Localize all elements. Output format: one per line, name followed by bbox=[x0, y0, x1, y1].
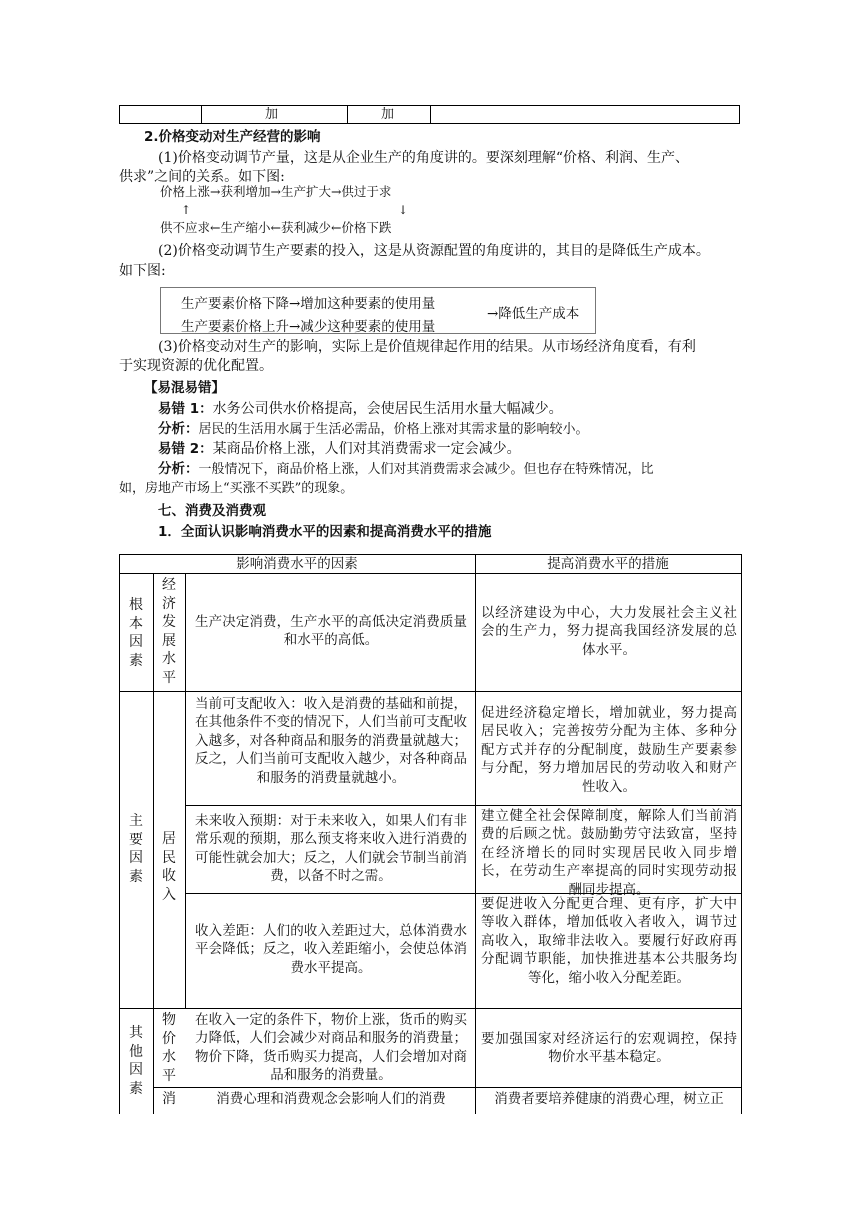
confusion-item bbox=[158, 440, 521, 458]
category-main: 主要因素 bbox=[129, 813, 143, 885]
diagram-result: →降低生产成本 bbox=[487, 306, 580, 322]
analysis-label: 分析： bbox=[158, 421, 199, 437]
table-line bbox=[119, 554, 120, 1114]
subcategory-consumption: 消 bbox=[162, 1091, 176, 1107]
table-cell: 加 bbox=[381, 107, 395, 122]
category-other: 其他因素 bbox=[129, 1025, 143, 1097]
top-table-fragment bbox=[119, 105, 740, 124]
confusion-item bbox=[158, 400, 563, 418]
table-line bbox=[153, 1087, 742, 1088]
factor-diagram-box bbox=[160, 287, 596, 334]
flow-bottom-row: 供不应求←生产缩小←获利减少←价格下跌 bbox=[160, 220, 392, 235]
table-divider bbox=[430, 106, 431, 123]
diagram-line: 生产要素价格上升→减少这种要素的使用量 bbox=[181, 319, 436, 335]
header-measures: 提高消费水平的措施 bbox=[547, 556, 669, 572]
analysis-item bbox=[158, 420, 589, 439]
section-heading: 七、消费及消费观 bbox=[158, 503, 266, 519]
flow-top-row: 价格上涨→获利增加→生产扩大→供过于求 bbox=[160, 184, 392, 199]
last-measure-text: 消费者要培养健康的消费心理，树立正 bbox=[494, 1091, 724, 1107]
future-factor-text: 未来收入预期：对于未来收入，如果人们有非常乐观的预期，那么预支将来收入进行消费的可能性就会加大；反之，人们就会节制当前消费，以备不时之需。 bbox=[195, 813, 467, 885]
root-measure-text: 以经济建设为中心，大力发展社会主义社会的生产力，努力提高我国经济发展的总体水平。 bbox=[481, 605, 737, 658]
consumption-table bbox=[119, 554, 742, 1114]
confusion-label: 易错 1： bbox=[158, 401, 213, 417]
subcategory-economy: 经济发展水平 bbox=[162, 577, 176, 686]
price-factor-text: 在收入一定的条件下，物价上涨，货币的购买力降低，人们会减少对商品和服务的消费量；物价下降，货币购买力提高，人们会增加对商品和服务的消费量。 bbox=[195, 1012, 467, 1084]
table-divider bbox=[201, 106, 202, 123]
last-factor-text: 消费心理和消费观念会影响人们的消费 bbox=[216, 1091, 446, 1107]
root-factor-text: 生产决定消费，生产水平的高低决定消费质量和水平的高低。 bbox=[195, 614, 467, 649]
category-root: 根本因素 bbox=[129, 597, 143, 669]
income-factor-text: 当前可支配收入：收入是消费的基础和前提，在其他条件不变的情况下，人们当前可支配收入越多，对各种商品和服务的消费量就越大；反之，人们当前可支配收入越少，对各种商品和服务的消费量就越小。 bbox=[195, 696, 467, 786]
analysis-label: 分析： bbox=[158, 461, 199, 477]
table-line bbox=[741, 554, 742, 1114]
table-line bbox=[119, 691, 742, 692]
analysis-text: 一般情况下，商品价格上涨，人们对其消费需求会减少。但也存在特殊情况，比 bbox=[198, 462, 654, 477]
table-line bbox=[185, 691, 186, 1008]
paragraph-line: 供求”之间的关系。如下图: bbox=[119, 169, 285, 185]
confusion-heading: 【易混易错】 bbox=[144, 380, 225, 396]
paragraph-line: (2)价格变动调节生产要素的投入，这是从资源配置的角度讲的，其目的是降低生产成本。 bbox=[158, 243, 710, 259]
paragraph-line: (3)价格变动对生产的影响，实际上是价值规律起作用的结果。从市场经济角度看，有利 bbox=[158, 339, 696, 355]
analysis-text: 居民的生活用水属于生活必需品，价格上涨对其需求量的影响较小。 bbox=[198, 422, 589, 437]
paragraph-line: 于实现资源的优化配置。 bbox=[119, 358, 273, 374]
subcategory-price: 物价水平 bbox=[162, 1012, 176, 1084]
header-factors: 影响消费水平的因素 bbox=[236, 556, 358, 572]
table-line bbox=[475, 554, 476, 1114]
table-line bbox=[153, 573, 154, 1114]
table-line bbox=[185, 805, 742, 806]
diagram-line: 生产要素价格下降→增加这种要素的使用量 bbox=[181, 296, 436, 312]
income-measure-text: 促进经济稳定增长，增加就业，努力提高居民收入；完善按劳分配为主体、多种分配方式并存的分配制度，鼓励生产要素参与分配，努力增加居民的劳动收入和财产性收入。 bbox=[481, 705, 737, 795]
section-heading: 2.价格变动对生产经营的影响 bbox=[144, 129, 321, 145]
table-divider bbox=[347, 106, 348, 123]
future-measure-text: 建立健全社会保障制度，解除人们当前消费的后顾之忧。鼓励勤劳守法致富，坚持在经济增长的同时实现居民收入同步增长，在劳动生产率提高的同时实现劳动报酬同步提高。 bbox=[481, 808, 737, 898]
price-measure-text: 要加强国家对经济运行的宏观调控，保持物价水平基本稳定。 bbox=[481, 1031, 737, 1066]
table-line bbox=[119, 1008, 742, 1009]
subsection-heading: 1．全面认识影响消费水平的因素和提高消费水平的措施 bbox=[158, 524, 492, 540]
gap-measure-text: 要促进收入分配更合理、更有序，扩大中等收入群体，增加低收入者收入，调节过高收入，取缔非法收入。要履行好政府再分配调节职能，加快推进基本公共服务均等化，缩小收入分配差距。 bbox=[481, 896, 737, 986]
arrow-down-icon: ↓ bbox=[398, 203, 409, 217]
table-cell: 加 bbox=[265, 107, 279, 122]
table-line bbox=[185, 573, 186, 691]
arrow-up-icon: ↑ bbox=[181, 203, 192, 217]
gap-factor-text: 收入差距：人们的收入差距过大，总体消费水平会降低；反之，收入差距缩小，会使总体消费水平提高。 bbox=[195, 923, 467, 976]
subcategory-income: 居民收入 bbox=[162, 831, 176, 903]
analysis-item bbox=[158, 460, 654, 479]
confusion-text: 水务公司供水价格提高，会使居民生活用水量大幅减少。 bbox=[212, 401, 563, 417]
paragraph-line: 如下图: bbox=[119, 263, 166, 279]
analysis-text: 如，房地产市场上“买涨不买跌”的现象。 bbox=[119, 481, 354, 496]
paragraph-line: (1)价格变动调节产量，这是从企业生产的角度讲的。要深刻理解“价格、利润、生产、 bbox=[158, 150, 689, 166]
confusion-text: 某商品价格上涨，人们对其消费需求一定会减少。 bbox=[212, 441, 521, 457]
confusion-label: 易错 2： bbox=[158, 441, 213, 457]
